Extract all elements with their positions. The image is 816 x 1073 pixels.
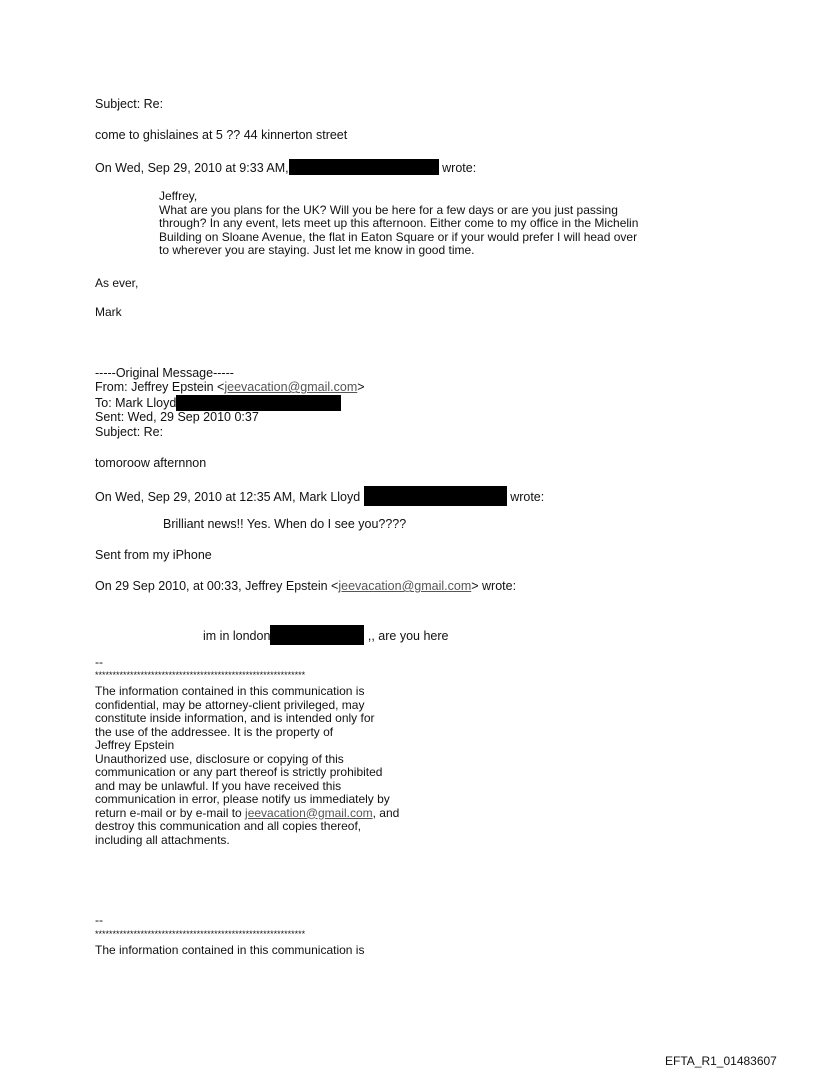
- redaction-bar: [176, 395, 341, 411]
- return-prefix: return e-mail or by e-mail to: [95, 805, 246, 820]
- quote3-header: [95, 579, 516, 594]
- return-suffix: , and: [372, 805, 400, 820]
- from-email-link[interactable]: jeevacation@gmail.com: [224, 380, 358, 394]
- bates-number: EFTA_R1_01483607: [665, 1054, 777, 1068]
- disclaimer-line: including all attachments.: [95, 832, 230, 847]
- redaction-bar: [270, 625, 364, 645]
- quote2-header: [95, 486, 544, 506]
- quote2-header-end: wrote:: [510, 490, 545, 504]
- disclaimer-line: Jeffrey Epstein: [95, 738, 175, 752]
- sign-off: As ever,: [95, 276, 139, 290]
- subject-line: Subject: Re:: [95, 97, 164, 111]
- disclaimer-line: the use of the addressee. It is the property of: [95, 724, 334, 739]
- quote1-line: Jeffrey,: [159, 189, 198, 203]
- sent-line: Sent: Wed, 29 Sep 2010 0:37: [95, 410, 259, 424]
- quote1-line: What are you plans for the UK? Will you be here for a few days or are you just passing: [159, 202, 618, 217]
- disclaimer-return-line: [95, 807, 399, 821]
- quote3-body-end: ,, are you here: [367, 629, 449, 643]
- disclaimer-stars: ************************************************************: [95, 670, 306, 680]
- subject-line-2: Subject: Re:: [95, 425, 164, 439]
- quote3-body-start: im in london: [203, 629, 271, 643]
- reply-body: come to ghislaines at 5 ?? 44 kinnerton street: [95, 128, 348, 142]
- body2: tomoroow afternnon: [95, 456, 207, 470]
- disclaimer-line: confidential, may be attorney-client privileged, may: [95, 697, 365, 712]
- quote1-header-end: wrote:: [442, 161, 477, 175]
- quote1-line: to wherever you are staying. Just let me know in good time.: [159, 243, 475, 257]
- from-line: [95, 380, 365, 395]
- disclaimer2-first-line: The information contained in this communication is: [95, 943, 365, 957]
- quote2-header-start: On Wed, Sep 29, 2010 at 12:35 AM, Mark Lloyd: [95, 490, 361, 504]
- quote1-header: [95, 159, 476, 176]
- original-message-divider: -----Original Message-----: [95, 366, 234, 380]
- quote3-body: [203, 625, 449, 645]
- redaction-bar: [289, 159, 439, 175]
- from-suffix: >: [357, 380, 365, 394]
- return-email-link[interactable]: jeevacation@gmail.com: [245, 805, 373, 820]
- quote2-body: Brilliant news!! Yes. When do I see you????: [163, 517, 407, 531]
- quote3-header-prefix: On 29 Sep 2010, at 00:33, Jeffrey Epstein <: [95, 579, 339, 593]
- quote3-email-link[interactable]: jeevacation@gmail.com: [338, 579, 472, 593]
- quote3-header-suffix: > wrote:: [471, 579, 517, 593]
- to-label: To: Mark Lloyd: [95, 396, 177, 410]
- disclaimer-line: and may be unlawful. If you have received this: [95, 778, 342, 793]
- disclaimer-dash: --: [95, 655, 103, 669]
- quote1-line: through? In any event, lets meet up this afternoon. Either come to my office in the Michelin: [159, 216, 639, 230]
- redaction-bar: [364, 486, 507, 506]
- to-line: [95, 395, 341, 411]
- disclaimer-line: communication or any part thereof is strictly prohibited: [95, 765, 383, 779]
- disclaimer-line: constitute inside information, and is intended only for: [95, 711, 375, 725]
- disclaimer-line: Unauthorized use, disclosure or copying of this: [95, 751, 344, 766]
- sent-from: Sent from my iPhone: [95, 548, 212, 562]
- sign-name: Mark: [95, 305, 122, 319]
- disclaimer2-stars: ************************************************************: [95, 929, 306, 939]
- disclaimer-body: [95, 685, 399, 847]
- disclaimer-line: The information contained in this communication is: [95, 684, 365, 698]
- disclaimer-line: destroy this communication and all copies thereof,: [95, 819, 362, 833]
- disclaimer-line: communication in error, please notify us immediately by: [95, 792, 390, 806]
- from-prefix: From: Jeffrey Epstein <: [95, 380, 225, 394]
- quote1-header-start: On Wed, Sep 29, 2010 at 9:33 AM,: [95, 161, 289, 175]
- quote1-line: Building on Sloane Avenue, the flat in Eaton Square or if your would prefer I will head over: [159, 229, 638, 244]
- quote1-body: [159, 190, 638, 258]
- disclaimer2-dash: --: [95, 913, 103, 927]
